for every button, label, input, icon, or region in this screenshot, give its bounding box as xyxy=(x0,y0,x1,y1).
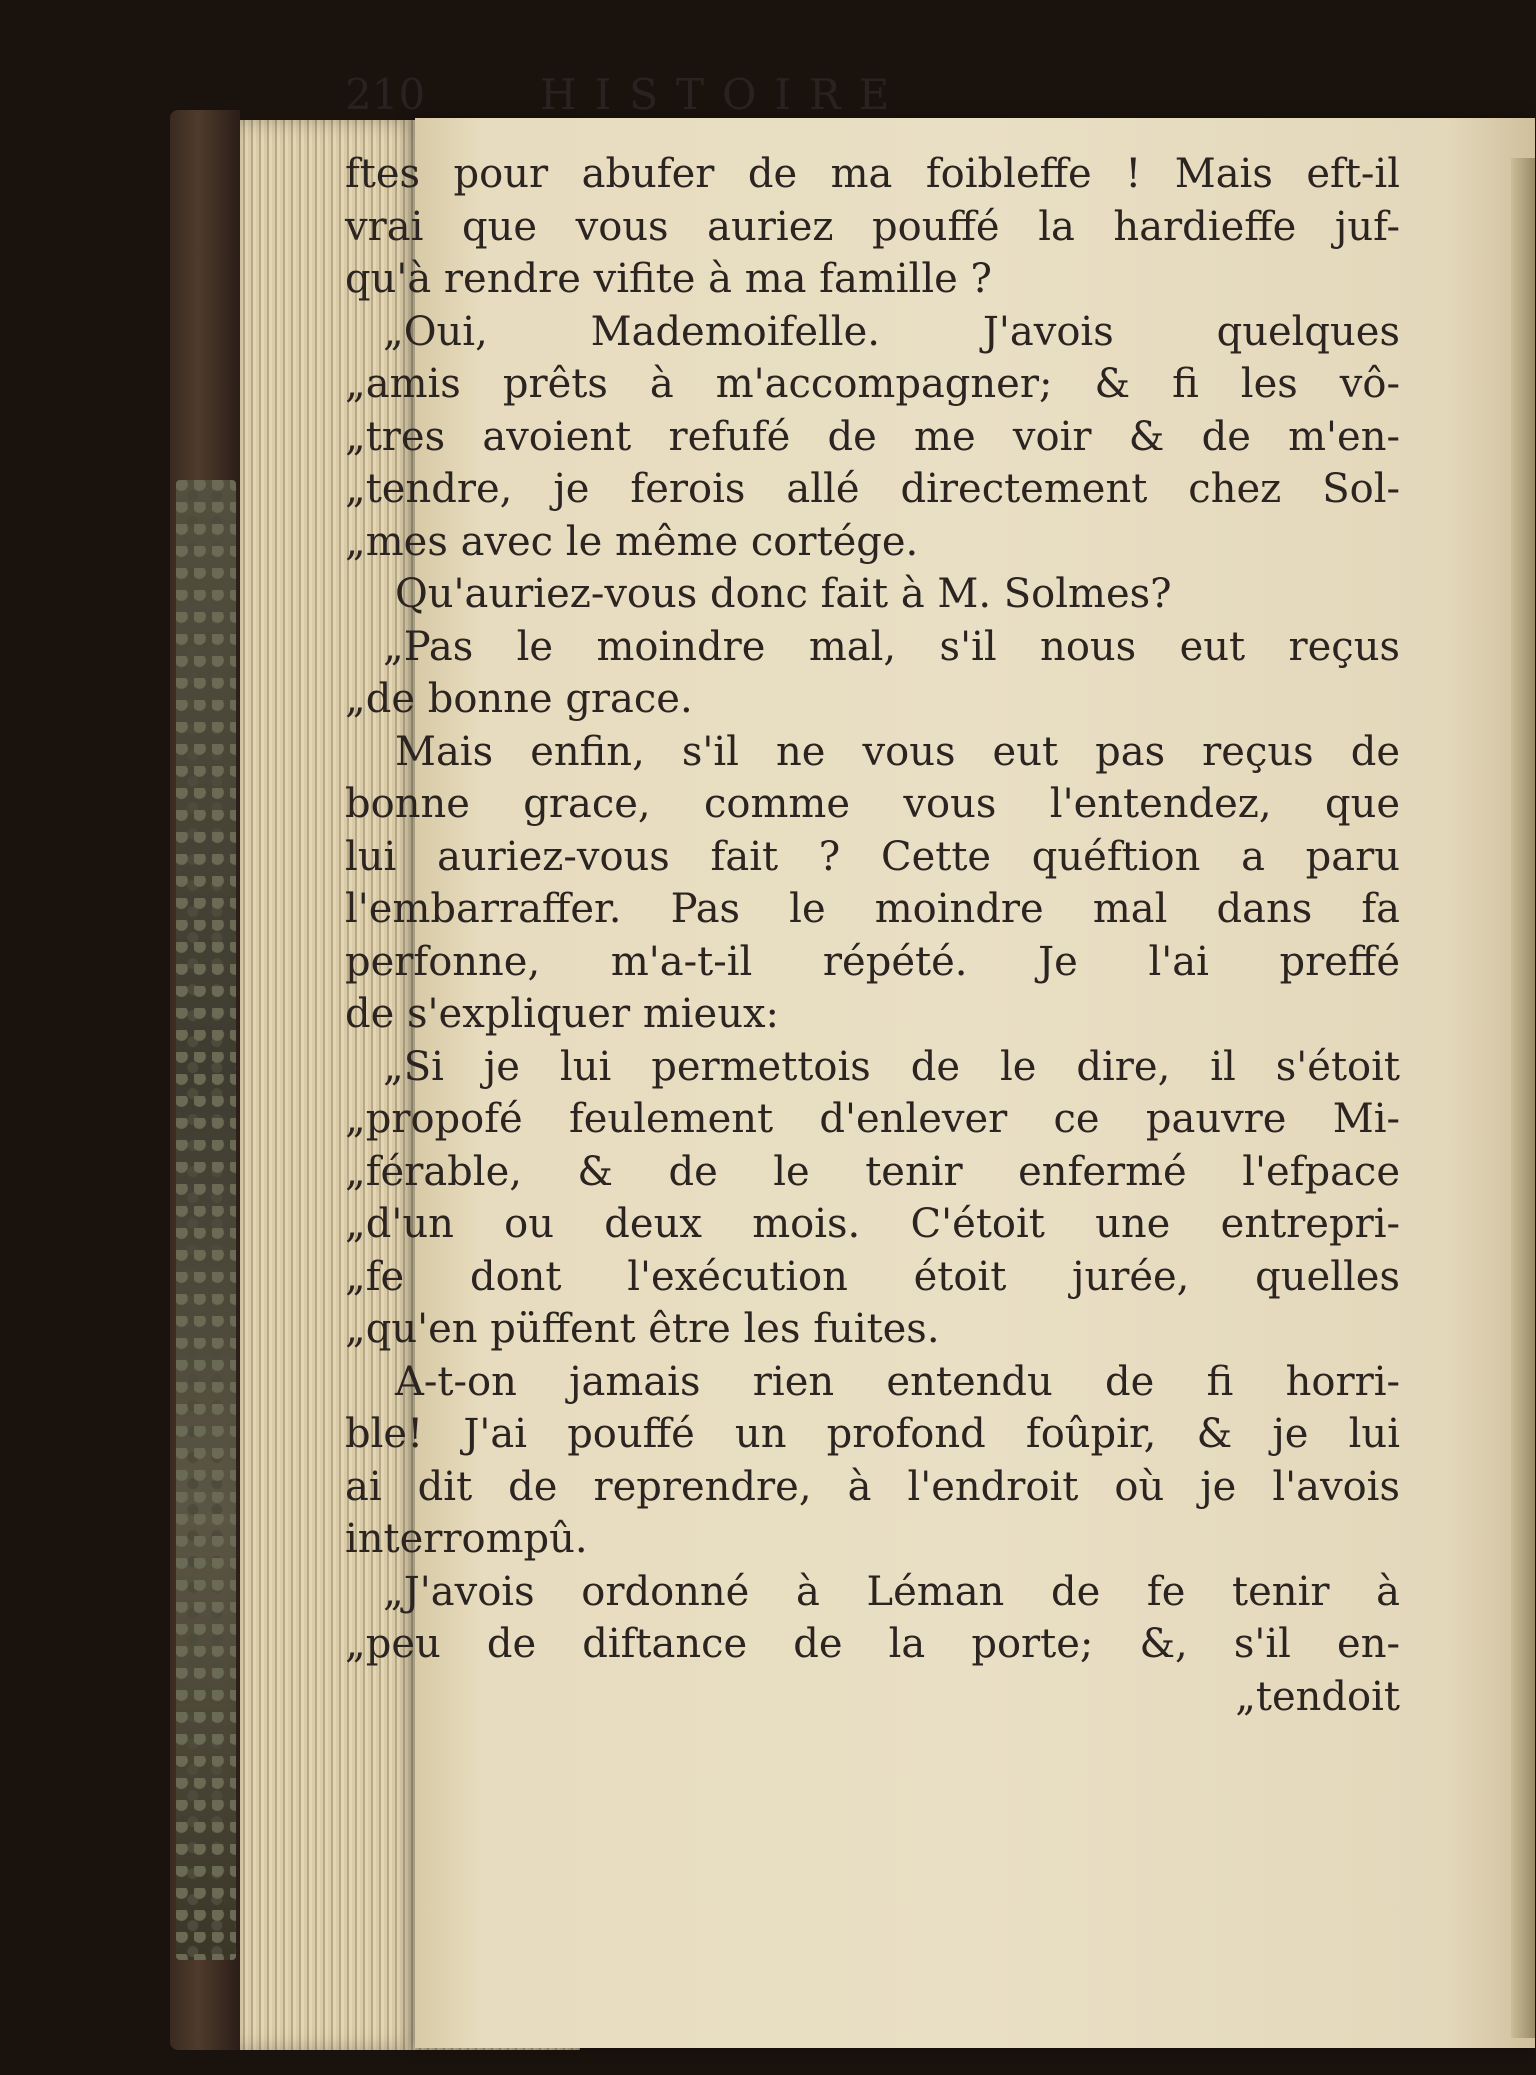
text-line: „férable, & de le tenir enfermé l'efpace xyxy=(345,1148,1400,1195)
text-line: „propofé feulement d'enlever ce pauvre Mi- xyxy=(345,1096,1400,1142)
text-line: qu'à rendre vifite à ma famille ? xyxy=(345,256,992,302)
text-line: „J'avois ordonné à Léman de fe tenir à xyxy=(383,1568,1400,1615)
text-line: „de bonne grace. xyxy=(345,676,693,722)
text-line: interrompû. xyxy=(345,1516,588,1562)
text-line: perfonne, m'a-t-il répété. Je l'ai preffé xyxy=(345,938,1400,985)
text-line: „fe dont l'exécution étoit jurée, quelles xyxy=(345,1253,1400,1300)
text-line: „Pas le moindre mal, s'il nous eut reçus xyxy=(383,623,1400,670)
text-line: „amis prêts à m'accompagner; & fi les vô- xyxy=(345,361,1400,407)
text-line: „d'un ou deux mois. C'étoit une entrepri- xyxy=(345,1201,1400,1247)
text-line: ftes pour abufer de ma foibleffe ! Mais eft-il xyxy=(345,151,1400,197)
text-line: Mais enfin, s'il ne vous eut pas reçus de xyxy=(395,728,1400,775)
catchword: „tendoit xyxy=(1235,1673,1400,1720)
text-line: de s'expliquer mieux: xyxy=(345,991,780,1037)
text-line: „Oui, Mademoifelle. J'avois quelques xyxy=(383,308,1400,355)
text-line: bonne grace, comme vous l'entendez, que xyxy=(345,781,1400,827)
text-line: „qu'en püffent être les fuites. xyxy=(345,1306,940,1352)
text-line: vrai que vous auriez pouffé la hardieffe juf- xyxy=(345,203,1400,250)
text-line: ai dit de reprendre, à l'endroit où je l'avois xyxy=(345,1463,1400,1510)
text-line: „tendre, je ferois allé directement chez Sol- xyxy=(345,466,1400,512)
next-page-edge xyxy=(1511,158,1535,2038)
text-line: „tres avoient refufé de me voir & de m'en- xyxy=(345,413,1400,460)
text-line: l'embarraffer. Pas le moindre mal dans fa xyxy=(345,886,1400,932)
text-line: „mes avec le même cortége. xyxy=(345,518,919,565)
text-line: Qu'auriez-vous donc fait à M. Solmes? xyxy=(395,571,1172,617)
text-line: ble! J'ai pouffé un profond foûpir, & je lui xyxy=(345,1411,1400,1457)
text-line: A-t-on jamais rien entendu de fi horri- xyxy=(395,1358,1400,1405)
marbled-cover-panel xyxy=(176,480,236,1960)
page-number: 210 xyxy=(345,70,426,119)
text-line: „peu de diftance de la porte; &, s'il en- xyxy=(345,1621,1400,1667)
body-text xyxy=(345,148,1400,1723)
running-title: HISTOIRE xyxy=(540,70,908,119)
text-line: lui auriez-vous fait ? Cette quéftion a paru xyxy=(345,833,1400,880)
text-line: „Si je lui permettois de le dire, il s'étoit xyxy=(383,1043,1400,1090)
running-head xyxy=(345,70,1245,140)
